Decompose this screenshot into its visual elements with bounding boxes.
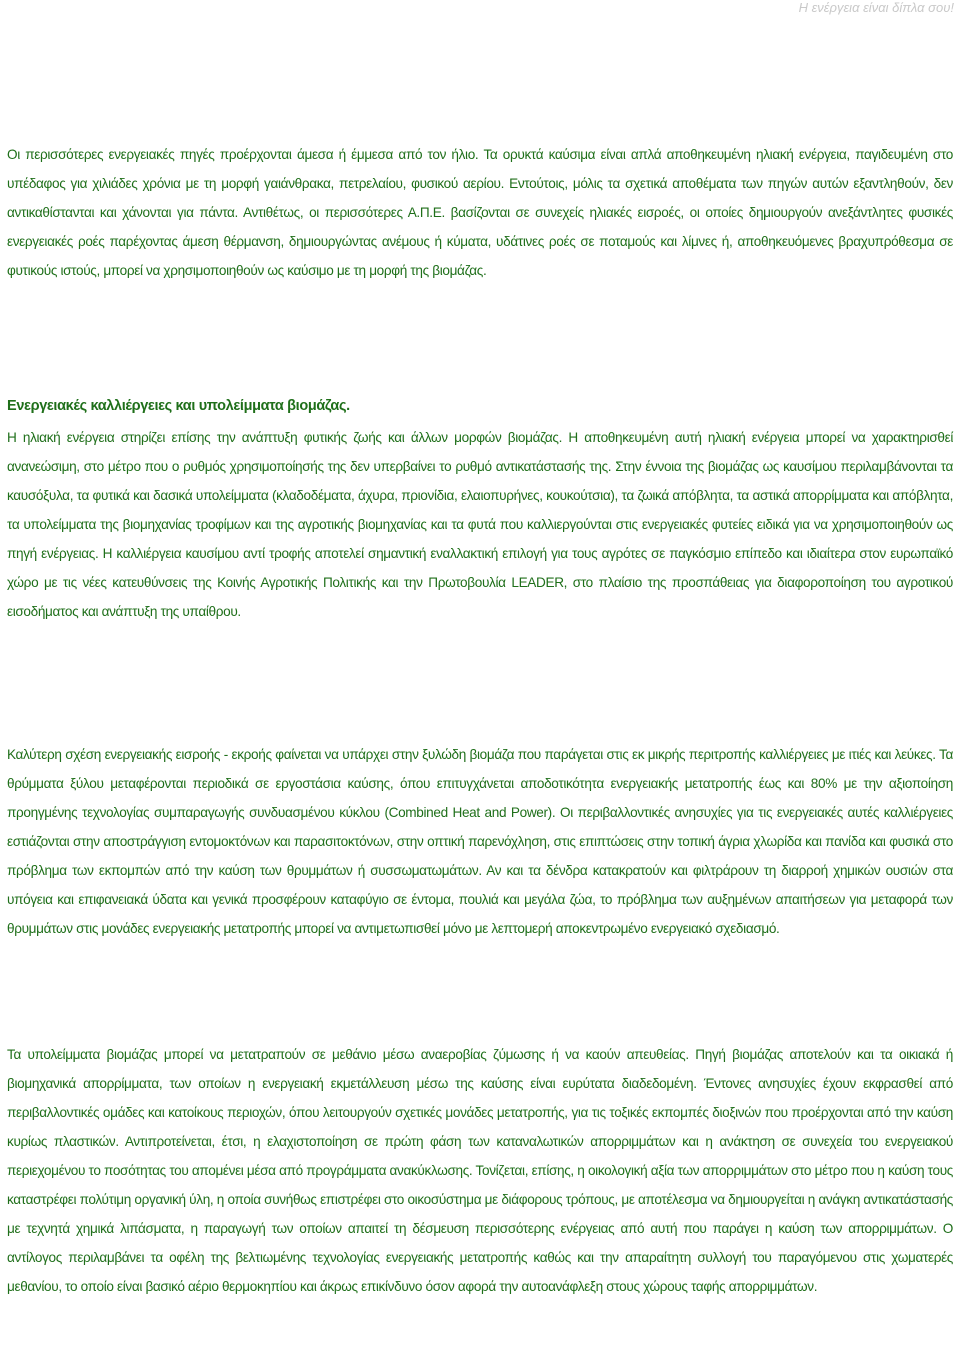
- section-heading-biomass: Ενεργειακές καλλιέργειες και υπολείμματα βιομάζας.: [7, 398, 350, 414]
- biomass-paragraph: Η ηλιακή ενέργεια στηρίζει επίσης την ανάπτυξη φυτικής ζωής και άλλων μορφών βιομάζας. Η αποθηκευμένη αυτή ηλιακή ενέργεια μπορεί να χαρακτηρισθεί ανανεώσιμη, στο μέτρο που ο ρυθμός χρησιμοποίησής της δεν υπερβαίνει το ρυθμό αντικατάστασής της. Στην έννοια της βιομάζας ως καυσίμου περιλαμβάνονται τα καυσόξυλα, τα φυτικά και δασικά υπολείμματα (κλαδοδέματα, άχυρα, πριονίδια, ελαιοπυρήνες, κουκούτσια), τα ζωικά απόβλητα, τα αστικά απορρίμματα και απόβλητα, τα υπολείμματα της βιομηχανίας τροφίμων και της αγροτικής βιομηχανίας και τα φυτά που καλλιεργούνται στις ενεργειακές φυτείες ειδικά για να χρησιμοποιηθούν ως πηγή ενέργειας. Η καλλιέργεια καυσίμου αντί τροφής αποτελεί σημαντική εναλλακτική επιλογή για τους αγρότες σε παγκόσμιο επίπεδο και ιδιαίτερα στον ευρωπαϊκό χώρο με τις νέες κατευθύνσεις της Κοινής Αγροτικής Πολιτικής και την Πρωτοβουλία LEADER, στο πλαίσιο της προσπάθειας για διαφοροποίηση του αγροτικού εισοδήματος και ανάπτυξη της υπαίθρου.: [7, 430, 953, 619]
- header-slogan: Η ενέργεια είναι δίπλα σου!: [798, 0, 954, 15]
- intro-paragraph: Οι περισσότερες ενεργειακές πηγές προέρχονται άμεσα ή έμμεσα από τον ήλιο. Τα ορυκτά καύσιμα είναι απλά αποθηκευμένη ηλιακή ενέργεια, παγιδευμένη στο υπέδαφος για χιλιάδες χρόνια με τη μορφή γαιάνθρακα, πετρελαίου, φυσικού αερίου. Εντούτοις, μόλις τα σχετικά αποθέματα των πηγών αυτών εξαντληθούν, δεν αντικαθίστανται και χάνονται για πάντα. Αντιθέτως, οι περισσότερες Α.Π.Ε. βασίζονται σε συνεχείς ηλιακές εισροές, οι οποίες δημιουργούν ανεξάντλητες φυσικές ενεργειακές ροές παρέχοντας άμεση θέρμανση, δημιουργώντας ανέμους ή κύματα, υδάτινες ροές σε ποταμούς και λίμνες ή, αποθηκευόμενες βραχυπρόθεσμα σε φυτικούς ιστούς, μπορεί να χρησιμοποιηθούν ως καύσιμο με τη μορφή της βιομάζας.: [7, 147, 953, 278]
- woody-biomass-paragraph: Καλύτερη σχέση ενεργειακής εισροής - εκροής φαίνεται να υπάρχει στην ξυλώδη βιομάζα που παράγεται στις εκ μικρής περιτροπής καλλιέργειες με ιτιές και λεύκες. Τα θρύμματα ξύλου μεταφέρονται περιοδικά σε εργοστάσια καύσης, όπου επιτυγχάνεται αποδοτικότητα ενεργειακής μετατροπής έως και 80% με την αξιοποίηση προηγμένης τεχνολογίας συμπαραγωγής συνδυασμένου κύκλου (Combined Heat and Power). Οι περιβαλλοντικές ανησυχίες για τις ενεργειακές αυτές καλλιέργειες εστιάζονται στην αποστράγγιση εντομοκτόνων και παρασιτοκτόνων, στην οπτική παρενόχληση, στις επιπτώσεις στην τοπική άγρια χλωρίδα και πανίδα και φυσικά στο πρόβλημα των εκπομπών από την καύση των θρυμμάτων ή συσσωματωμάτων. Αν και τα δένδρα κατακρατούν και φιλτράρουν τη διαρροή χημικών ουσιών στα υπόγεια και επιφανειακά ύδατα και γενικά προσφέρουν καταφύγιο σε έντομα, πουλιά και μεγάλα ζώα, το πρόβλημα των αυξημένων απαιτήσεων για μεταφορά των θρυμμάτων στις μονάδες ενεργειακής μετατροπής μπορεί να αντιμετωπισθεί μόνο με λεπτομερή αποκεντρωμένο ενεργειακό σχεδιασμό.: [7, 747, 953, 936]
- residues-paragraph: Τα υπολείμματα βιομάζας μπορεί να μετατραπούν σε μεθάνιο μέσω αναεροβίας ζύμωσης ή να καούν απευθείας. Πηγή βιομάζας αποτελούν και τα οικιακά ή βιομηχανικά απορρίμματα, των οποίων η ενεργειακή εκμετάλλευση μέσω της καύσης είναι ευρύτατα διαδεδομένη. Έντονες ανησυχίες έχουν εκφρασθεί από περιβαλλοντικές ομάδες και κατοίκους περιοχών, όπου λειτουργούν σχετικές μονάδες μετατροπής, για τις τοξικές εκπομπές διοξινών που προέρχονται από την καύση κυρίως πλαστικών. Αντιπροτείνεται, έτσι, η ελαχιστοποίηση σε πρώτη φάση των καταναλωτικών απορριμμάτων και η ανάκτηση σε συνεχεία του ενεργειακού περιεχομένου το ποσότητας του απομένει μέσα από προγράμματα ανακύκλωσης. Τονίζεται, επίσης, η οικολογική αξία των απορριμμάτων στο μέτρο που η καύση τους καταστρέφει πολύτιμη οργανική ύλη, η οποία συνήθως επιστρέφει στο οικοσύστημα με διάφορους τρόπους, με αποτέλεσμα να δημιουργείται η ανάγκη αντικατάστασής με τεχνητά χημικά λιπάσματα, η παραγωγή των οποίων απαιτεί τη δέσμευση περισσότερης ενέργειας από αυτή που παράγει η καύση των απορριμμάτων. Ο αντίλογος περιλαμβάνει τα οφέλη της βελτιωμένης τεχνολογίας ενεργειακής μετατροπής καθώς και την απαραίτητη συλλογή του παραγόμενου στις χωματερές μεθανίου, το οποίο είναι βασικό αέριο θερμοκηπίου και άκρως επικίνδυνο όσον αφορά την αυτοανάφλεξη στους χώρους ταφής απορριμμάτων.: [7, 1047, 953, 1294]
